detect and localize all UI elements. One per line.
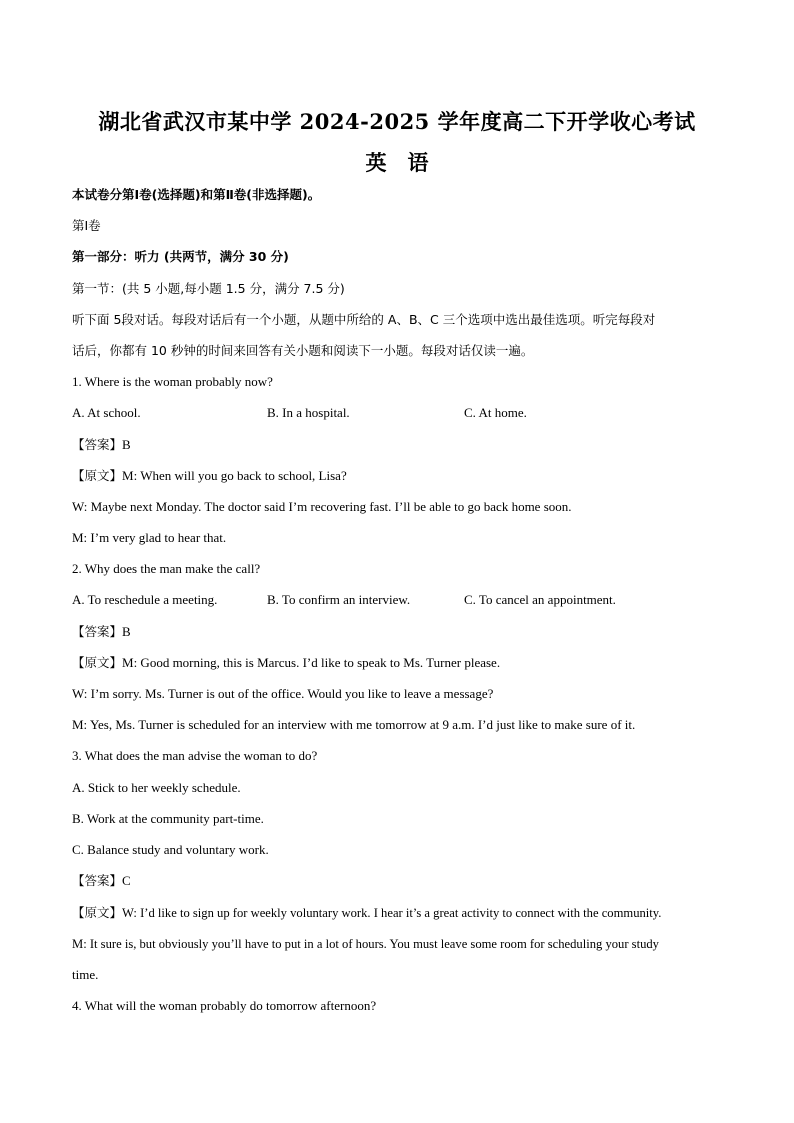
answer-label: 【答案】 [72, 437, 123, 452]
question-1-transcript-2: W: Maybe next Monday. The doctor said I’m recovering fast. I’ll be able to go back home soon. [72, 499, 572, 514]
question-3-option-b: B. Work at the community part-time. [72, 811, 264, 826]
question-2-transcript-1 [72, 654, 732, 672]
subject-title: 英 语 [365, 150, 429, 175]
transcript-text: W: I’d like to sign up for weekly voluntary work. I hear it’s a great activity to connect with the community. [122, 906, 662, 920]
answer-value: C [122, 873, 131, 888]
part-heading: 第一部分：听力 (共两节，满分 30 分) [72, 249, 289, 264]
question-2-transcript-3: M: Yes, Ms. Turner is scheduled for an interview with me tomorrow at 9 a.m. I’d just like to make sure of it. [72, 717, 636, 732]
exam-title: 湖北省武汉市某中学 2024-2025 学年度高二下开学收心考试 [98, 109, 696, 134]
question-2-option-a: A. To reschedule a meeting. [72, 592, 218, 607]
answer-value: B [122, 437, 131, 452]
answer-label: 【答案】 [72, 624, 123, 639]
instructions-line-2: 话后，你都有 10 秒钟的时间来回答有关小题和阅读下一小题。每段对话仅读一遍。 [72, 343, 534, 358]
transcript-text: M: When will you go back to school, Lisa? [122, 468, 347, 483]
question-2-stem: 2. Why does the man make the call? [72, 561, 261, 576]
question-4-stem: 4. What will the woman probably do tomorrow afternoon? [72, 998, 377, 1013]
question-1-option-c: C. At home. [464, 405, 527, 420]
question-3-answer [72, 872, 732, 890]
question-2-option-b: B. To confirm an interview. [267, 592, 411, 607]
question-3-transcript-2: M: It sure is, but obviously you’ll have to put in a lot of hours. You must leave some room for scheduling your study [72, 937, 659, 951]
question-3-option-a: A. Stick to her weekly schedule. [72, 780, 241, 795]
question-1-option-b: B. In a hospital. [267, 405, 350, 420]
question-3-option-c: C. Balance study and voluntary work. [72, 842, 269, 857]
question-1-transcript-1 [72, 467, 732, 485]
question-3-transcript-1 [72, 904, 732, 922]
transcript-text: M: Good morning, this is Marcus. I’d like to speak to Ms. Turner please. [122, 655, 501, 670]
paper-composition: 本试卷分第Ⅰ卷(选择题)和第Ⅱ卷(非选择题)。 [72, 187, 321, 202]
question-1-stem: 1. Where is the woman probably now? [72, 374, 273, 389]
question-2-answer [72, 623, 732, 641]
question-1-transcript-3: M: I’m very glad to hear that. [72, 530, 227, 545]
answer-value: B [122, 624, 131, 639]
volume-heading: 第Ⅰ卷 [72, 218, 101, 233]
question-3-transcript-3: time. [72, 967, 99, 982]
question-2-option-c: C. To cancel an appointment. [464, 592, 616, 607]
question-3-stem: 3. What does the man advise the woman to do? [72, 748, 318, 763]
question-1-option-a: A. At school. [72, 405, 141, 420]
transcript-label: 【原文】 [72, 905, 123, 920]
answer-label: 【答案】 [72, 873, 123, 888]
section-heading: 第一节：(共 5 小题,每小题 1.5 分，满分 7.5 分) [72, 281, 345, 296]
transcript-label: 【原文】 [72, 468, 123, 483]
question-2-transcript-2: W: I’m sorry. Ms. Turner is out of the office. Would you like to leave a message? [72, 686, 494, 701]
question-1-answer [72, 436, 732, 454]
transcript-label: 【原文】 [72, 655, 123, 670]
instructions-line-1: 听下面 5段对话。每段对话后有一个小题，从题中所给的 A、B、C 三个选项中选出最佳选项。听完每段对 [72, 312, 656, 327]
